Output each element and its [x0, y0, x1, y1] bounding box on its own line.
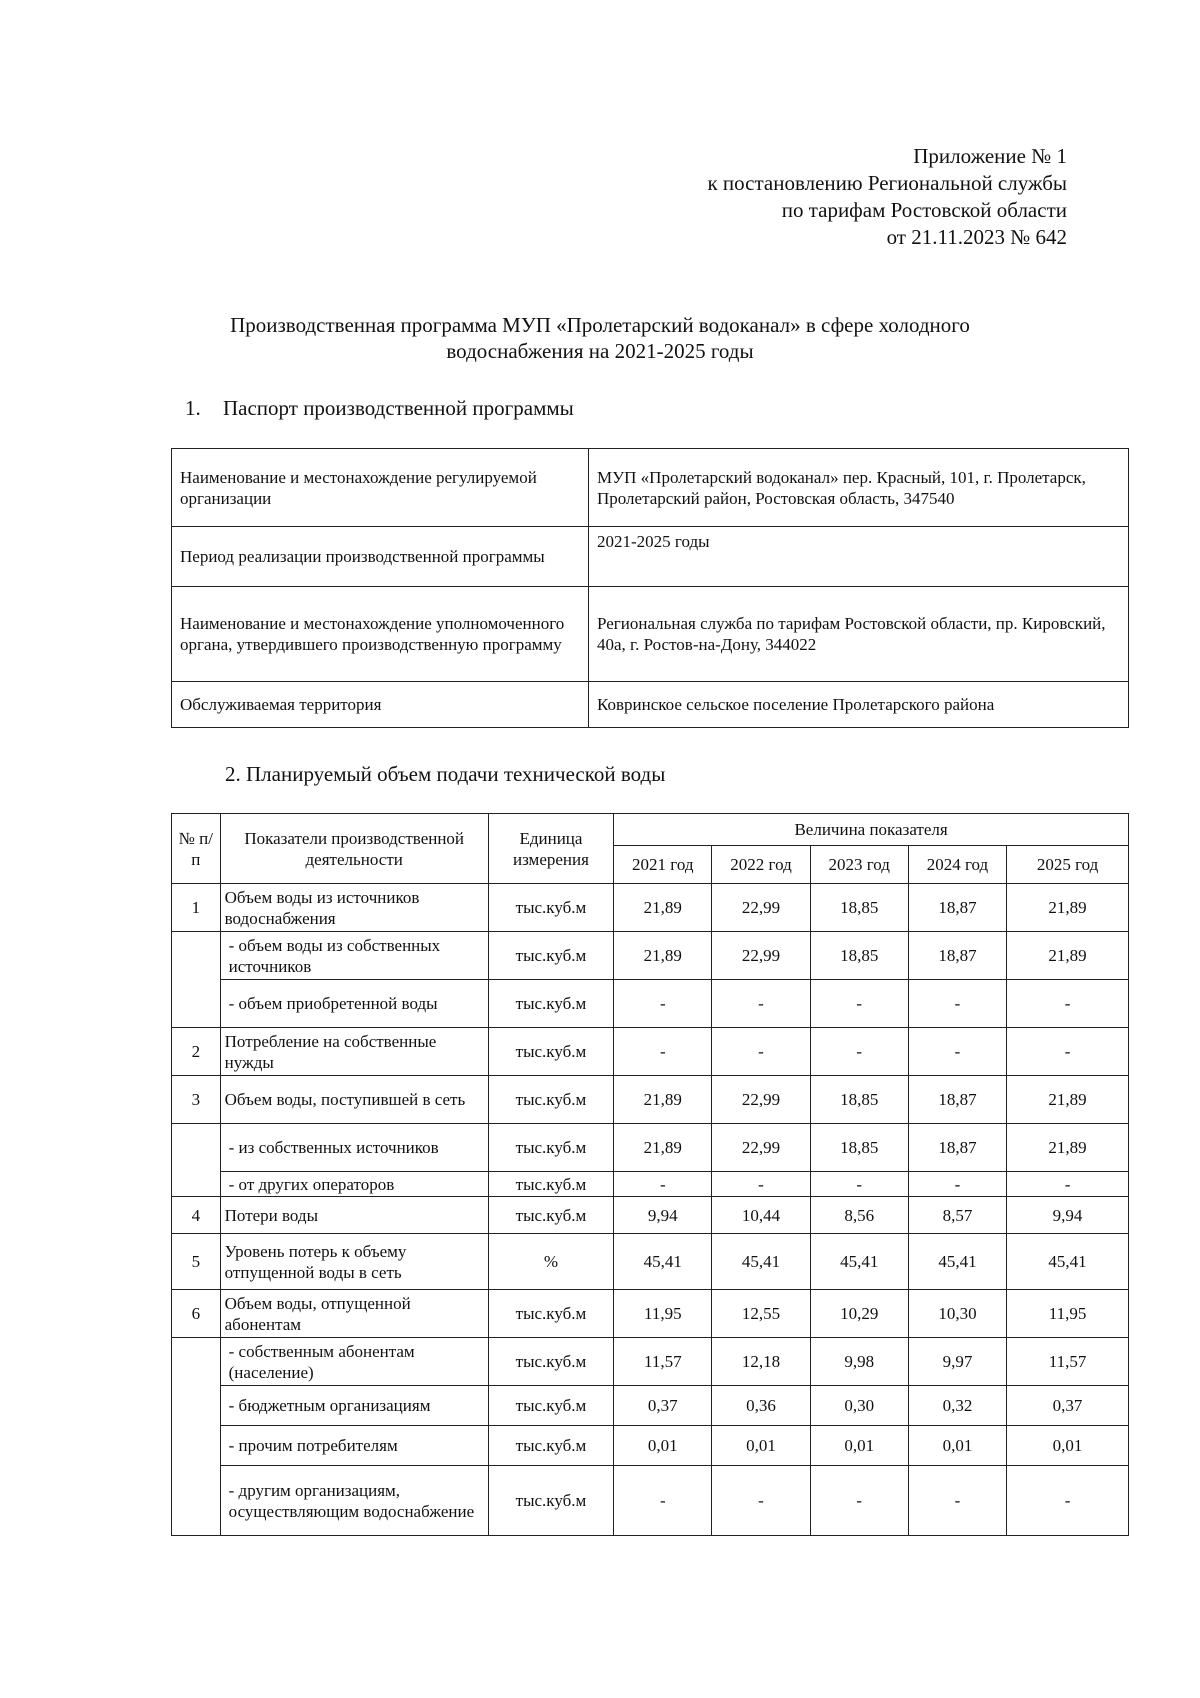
table-row [172, 1234, 1129, 1290]
row-value: 0,32 [908, 1386, 1006, 1426]
appendix-line: от 21.11.2023 № 642 [886, 225, 1067, 249]
row-value: 0,30 [810, 1386, 908, 1426]
row-value: - [908, 1172, 1006, 1197]
table-row [172, 1076, 1129, 1124]
table-row [172, 932, 1129, 980]
row-value: 10,44 [712, 1197, 810, 1234]
row-value: - [1007, 1466, 1129, 1536]
table-row [172, 1197, 1129, 1234]
header-year: 2024 год [908, 846, 1006, 884]
row-value: 11,95 [1007, 1290, 1129, 1338]
row-indicator: - из собственных источников [220, 1124, 488, 1172]
table-row [172, 1426, 1129, 1466]
row-num: 6 [172, 1290, 221, 1338]
row-value: 21,89 [614, 884, 712, 932]
row-value: 9,98 [810, 1338, 908, 1386]
header-value-group: Величина показателя [614, 814, 1129, 846]
passport-label: Наименование и местонахождение уполномоченного органа, утвердившего производственную программу [172, 587, 589, 682]
row-num [172, 1124, 221, 1197]
title-line: водоснабжения на 2021-2025 годы [446, 339, 754, 363]
row-value: 21,89 [1007, 932, 1129, 980]
row-value: - [712, 1172, 810, 1197]
passport-value: 2021-2025 годы [589, 527, 1129, 587]
row-value: 12,18 [712, 1338, 810, 1386]
row-unit: тыс.куб.м [488, 1386, 613, 1426]
row-value: 21,89 [614, 1124, 712, 1172]
header-year: 2025 год [1007, 846, 1129, 884]
row-value: 11,57 [614, 1338, 712, 1386]
row-num: 3 [172, 1076, 221, 1124]
row-num [172, 932, 221, 1028]
row-unit: тыс.куб.м [488, 1124, 613, 1172]
row-value: - [1007, 980, 1129, 1028]
passport-value: Ковринское сельское поселение Пролетарского района [589, 682, 1129, 728]
row-value: 18,87 [908, 1124, 1006, 1172]
header-unit: Единица измерения [488, 814, 613, 884]
row-indicator: - собственным абонентам (население) [220, 1338, 488, 1386]
row-value: 22,99 [712, 932, 810, 980]
title-line: Производственная программа МУП «Пролетарский водоканал» в сфере холодного [230, 313, 970, 337]
passport-row [172, 587, 1129, 682]
row-value: - [1007, 1172, 1129, 1197]
appendix-line: Приложение № 1 [913, 144, 1067, 168]
row-value: 18,87 [908, 884, 1006, 932]
row-indicator: Объем воды, отпущенной абонентам [220, 1290, 488, 1338]
row-value: - [1007, 1028, 1129, 1076]
row-indicator: - объем воды из собственных источников [220, 932, 488, 980]
table-row [172, 1124, 1129, 1172]
row-unit: тыс.куб.м [488, 1426, 613, 1466]
appendix-header [707, 143, 1067, 251]
appendix-line: по тарифам Ростовской области [781, 198, 1067, 222]
passport-label: Обслуживаемая территория [172, 682, 589, 728]
row-value: - [614, 1466, 712, 1536]
row-num: 5 [172, 1234, 221, 1290]
appendix-line: к постановлению Региональной службы [707, 171, 1067, 195]
row-num: 4 [172, 1197, 221, 1234]
row-value: 45,41 [810, 1234, 908, 1290]
row-value: - [712, 1028, 810, 1076]
row-value: 18,87 [908, 932, 1006, 980]
header-year: 2023 год [810, 846, 908, 884]
row-unit: тыс.куб.м [488, 1076, 613, 1124]
row-value: 0,37 [1007, 1386, 1129, 1426]
document-title [170, 312, 1030, 364]
row-value: 22,99 [712, 1076, 810, 1124]
row-indicator: Потери воды [220, 1197, 488, 1234]
row-value: 11,95 [614, 1290, 712, 1338]
row-value: 9,94 [614, 1197, 712, 1234]
row-value: 21,89 [1007, 1076, 1129, 1124]
row-value: - [908, 1028, 1006, 1076]
row-value: 18,87 [908, 1076, 1006, 1124]
table-row [172, 1172, 1129, 1197]
row-value: 10,29 [810, 1290, 908, 1338]
water-volume-table [171, 813, 1129, 1536]
row-value: 18,85 [810, 932, 908, 980]
row-value: - [810, 1172, 908, 1197]
row-value: 18,85 [810, 884, 908, 932]
section-2-heading: 2. Планируемый объем подачи технической воды [225, 762, 666, 786]
row-value: 8,56 [810, 1197, 908, 1234]
passport-value: МУП «Пролетарский водоканал» пер. Красный, 101, г. Пролетарск, Пролетарский район, Ростовская область, 347540 [589, 449, 1129, 527]
row-unit: тыс.куб.м [488, 980, 613, 1028]
row-value: 45,41 [614, 1234, 712, 1290]
row-indicator: - другим организациям, осуществляющим водоснабжение [220, 1466, 488, 1536]
row-value: 18,85 [810, 1076, 908, 1124]
row-value: 0,01 [1007, 1426, 1129, 1466]
table-row [172, 884, 1129, 932]
row-value: 0,01 [712, 1426, 810, 1466]
passport-row [172, 449, 1129, 527]
section-title: Паспорт производственной программы [223, 396, 574, 420]
row-value: 18,85 [810, 1124, 908, 1172]
row-num [172, 1338, 221, 1536]
row-value: 11,57 [1007, 1338, 1129, 1386]
row-value: 45,41 [712, 1234, 810, 1290]
row-value: - [712, 980, 810, 1028]
section-1-heading [185, 396, 574, 421]
header-year: 2021 год [614, 846, 712, 884]
row-unit: тыс.куб.м [488, 1172, 613, 1197]
row-indicator: Уровень потерь к объему отпущенной воды в сеть [220, 1234, 488, 1290]
row-indicator: Потребление на собственные нужды [220, 1028, 488, 1076]
row-indicator: - бюджетным организациям [220, 1386, 488, 1426]
row-indicator: - прочим потребителям [220, 1426, 488, 1466]
row-indicator: Объем воды из источников водоснабжения [220, 884, 488, 932]
row-value: 21,89 [614, 1076, 712, 1124]
row-value: 21,89 [1007, 884, 1129, 932]
row-unit: тыс.куб.м [488, 1466, 613, 1536]
header-year: 2022 год [712, 846, 810, 884]
row-unit: тыс.куб.м [488, 932, 613, 980]
table-row [172, 1290, 1129, 1338]
row-unit: тыс.куб.м [488, 1290, 613, 1338]
row-value: 0,37 [614, 1386, 712, 1426]
row-value: 12,55 [712, 1290, 810, 1338]
row-indicator: - от других операторов [220, 1172, 488, 1197]
table-row [172, 1338, 1129, 1386]
row-value: 0,01 [908, 1426, 1006, 1466]
row-unit: тыс.куб.м [488, 1028, 613, 1076]
row-value: - [810, 980, 908, 1028]
row-value: - [810, 1028, 908, 1076]
row-value: - [908, 980, 1006, 1028]
passport-label: Наименование и местонахождение регулируемой организации [172, 449, 589, 527]
passport-value: Региональная служба по тарифам Ростовской области, пр. Кировский, 40а, г. Ростов-на-Дону, 344022 [589, 587, 1129, 682]
passport-table [171, 448, 1129, 728]
row-value: 9,94 [1007, 1197, 1129, 1234]
header-row [172, 814, 1129, 846]
header-indicator: Показатели производственной деятельности [220, 814, 488, 884]
passport-row [172, 527, 1129, 587]
row-value: - [712, 1466, 810, 1536]
table-row [172, 1386, 1129, 1426]
row-value: 21,89 [614, 932, 712, 980]
header-num: № п/ п [172, 814, 221, 884]
row-value: 8,57 [908, 1197, 1006, 1234]
row-value: - [614, 1172, 712, 1197]
row-value: - [810, 1466, 908, 1536]
row-num: 2 [172, 1028, 221, 1076]
row-value: 0,36 [712, 1386, 810, 1426]
row-value: - [908, 1466, 1006, 1536]
row-indicator: - объем приобретенной воды [220, 980, 488, 1028]
row-value: 0,01 [810, 1426, 908, 1466]
section-number: 1. [185, 396, 201, 420]
passport-row [172, 682, 1129, 728]
row-unit: % [488, 1234, 613, 1290]
row-value: - [614, 980, 712, 1028]
row-value: 22,99 [712, 884, 810, 932]
row-unit: тыс.куб.м [488, 1197, 613, 1234]
row-num: 1 [172, 884, 221, 932]
row-value: 45,41 [908, 1234, 1006, 1290]
row-unit: тыс.куб.м [488, 1338, 613, 1386]
row-value: 22,99 [712, 1124, 810, 1172]
row-value: 9,97 [908, 1338, 1006, 1386]
row-unit: тыс.куб.м [488, 884, 613, 932]
row-value: 45,41 [1007, 1234, 1129, 1290]
row-value: 21,89 [1007, 1124, 1129, 1172]
row-value: 0,01 [614, 1426, 712, 1466]
table-row [172, 980, 1129, 1028]
passport-label: Период реализации производственной программы [172, 527, 589, 587]
row-value: - [614, 1028, 712, 1076]
row-value: 10,30 [908, 1290, 1006, 1338]
row-indicator: Объем воды, поступившей в сеть [220, 1076, 488, 1124]
table-row [172, 1028, 1129, 1076]
table-row [172, 1466, 1129, 1536]
